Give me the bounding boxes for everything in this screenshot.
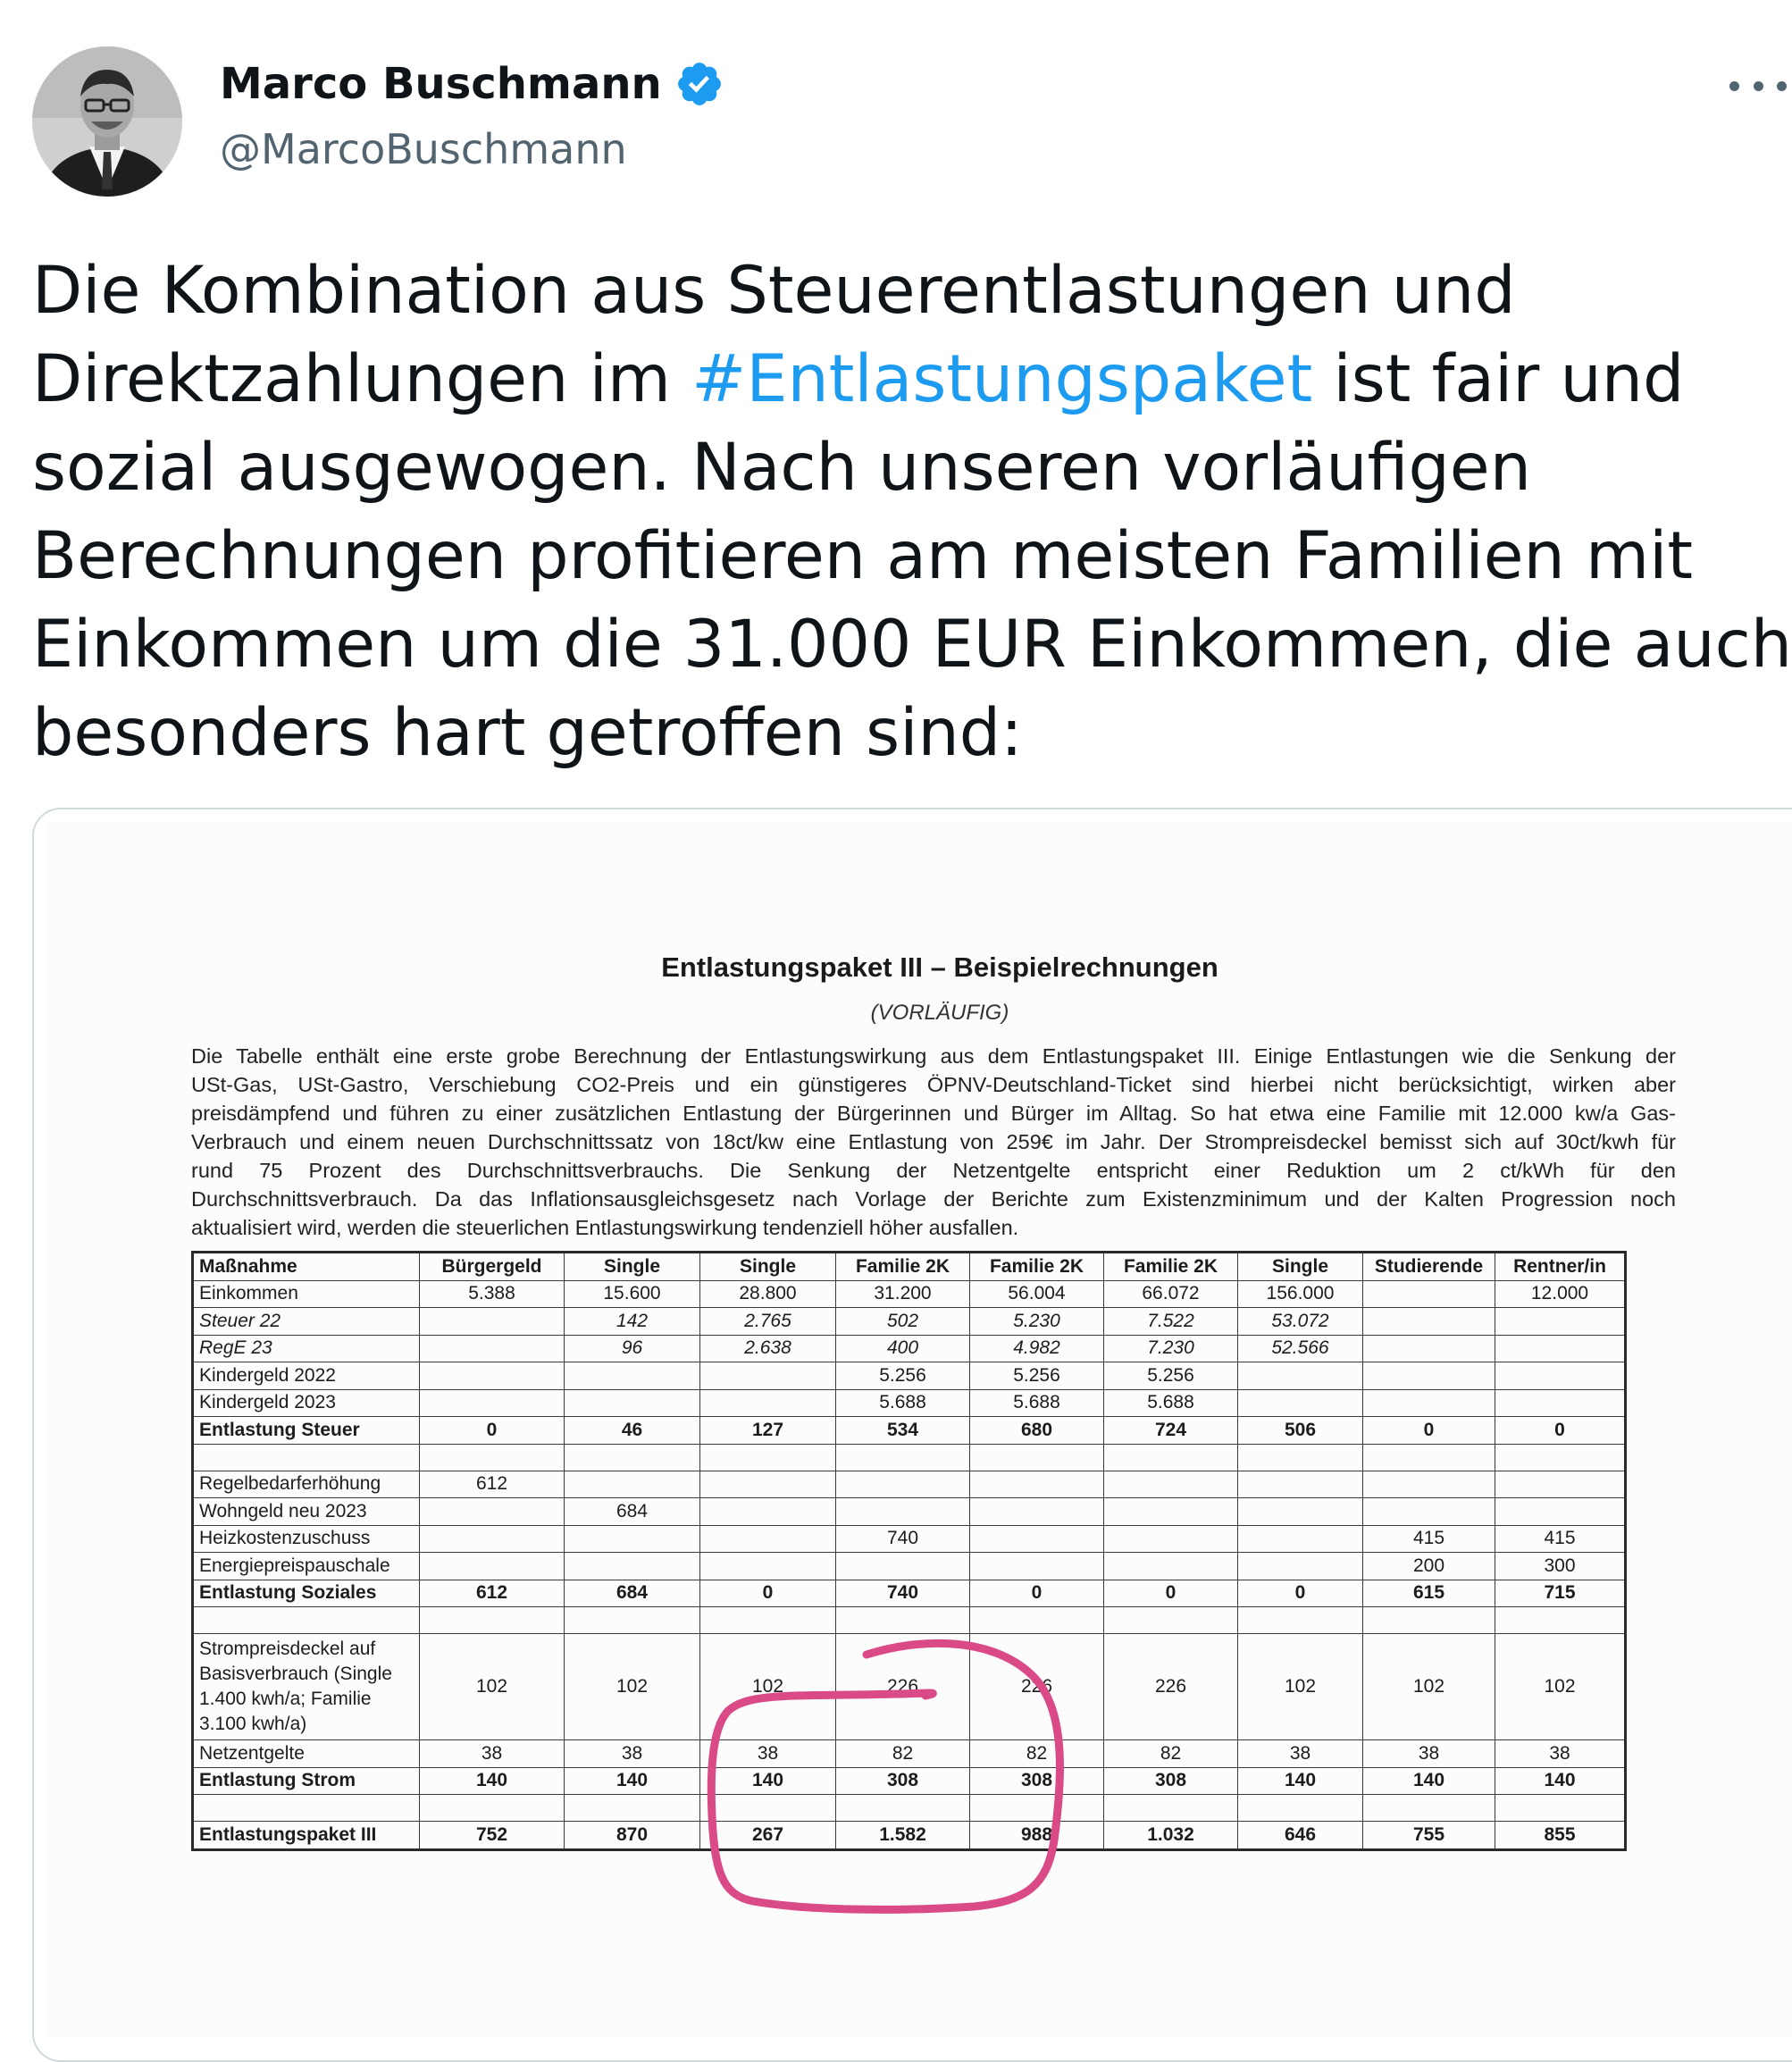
tweet-text-span: ist fair und xyxy=(1312,341,1685,417)
table-header-cell: Single xyxy=(1238,1253,1363,1281)
table-cell: 5.688 xyxy=(1104,1389,1238,1417)
display-name[interactable]: Marco Buschmann xyxy=(220,59,662,109)
document-scan xyxy=(46,822,1792,2037)
table-cell xyxy=(1495,1471,1626,1498)
table-cell xyxy=(1363,1607,1495,1634)
table-cell xyxy=(1104,1498,1238,1526)
table-cell: 680 xyxy=(970,1417,1104,1445)
table-cell: 715 xyxy=(1495,1580,1626,1607)
table-cell xyxy=(700,1607,836,1634)
table-cell: 1.582 xyxy=(836,1822,970,1850)
table-cell xyxy=(420,1389,565,1417)
table-cell: 988 xyxy=(970,1822,1104,1850)
table-cell: 724 xyxy=(1104,1417,1238,1445)
table-row-label: Kindergeld 2023 xyxy=(193,1389,420,1417)
more-dot-icon xyxy=(1729,81,1739,91)
table-cell: 12.000 xyxy=(1495,1280,1626,1308)
table-row-label: Entlastung Soziales xyxy=(193,1580,420,1607)
table-cell xyxy=(1495,1362,1626,1390)
table-row xyxy=(193,1795,1626,1822)
paragraph-line: preisdämpfend und führen zu einer zusätzlichen Entlastung der Bürgerinnen und Bürger im Alltag. So hat etwa eine Familie mit 12.000 kw/a Gas- xyxy=(191,1102,1676,1125)
paragraph-line: rund 75 Prozent des Durchschnittsverbrauchs. Die Senkung der Netzentgelte entspricht einer Reduktion um 2 ct/kWh für den xyxy=(191,1159,1676,1182)
table-cell: 200 xyxy=(1363,1553,1495,1580)
table-row xyxy=(193,1498,1626,1526)
table-cell: 506 xyxy=(1238,1417,1363,1445)
table-cell: 740 xyxy=(836,1525,970,1553)
table-cell xyxy=(1104,1795,1238,1822)
table-cell: 740 xyxy=(836,1580,970,1607)
table-row xyxy=(193,1362,1626,1390)
table-cell: 38 xyxy=(420,1740,565,1768)
table-row xyxy=(193,1308,1626,1336)
table-cell xyxy=(420,1308,565,1336)
table-cell: 226 xyxy=(1104,1634,1238,1740)
paragraph-line: USt-Gas, USt-Gastro, Verschiebung CO2-Preis und ein günstigeres ÖPNV-Deutschland-Ticket sind hierbei nicht berücksichtigt, wirken aber xyxy=(191,1073,1676,1096)
table-cell xyxy=(1363,1444,1495,1471)
table-cell xyxy=(1495,1795,1626,1822)
table-cell: 156.000 xyxy=(1238,1280,1363,1308)
table-cell: 870 xyxy=(565,1822,700,1850)
table-cell xyxy=(565,1362,700,1390)
table-cell: 2.638 xyxy=(700,1335,836,1362)
table-cell: 0 xyxy=(1363,1417,1495,1445)
table-cell: 615 xyxy=(1363,1580,1495,1607)
table-cell: 267 xyxy=(700,1822,836,1850)
table-cell xyxy=(700,1444,836,1471)
table-cell xyxy=(836,1795,970,1822)
table-row-label: Entlastung Steuer xyxy=(193,1417,420,1445)
table-cell xyxy=(420,1362,565,1390)
table-cell: 56.004 xyxy=(970,1280,1104,1308)
tweet-line xyxy=(32,600,1792,689)
table-header-cell: Rentner/in xyxy=(1495,1253,1626,1281)
table-header-cell: Maßnahme xyxy=(193,1253,420,1281)
table-cell: 855 xyxy=(1495,1822,1626,1850)
table-cell xyxy=(970,1498,1104,1526)
table-cell: 5.256 xyxy=(836,1362,970,1390)
paragraph-line: Durchschnittsverbrauch. Da das Inflationsausgleichsgesetz nach Vorlage der Berichte zum Existenzminimum und der Kalten Progression noch xyxy=(191,1187,1676,1211)
tweet-line xyxy=(32,512,1783,600)
table-cell: 755 xyxy=(1363,1822,1495,1850)
table-cell xyxy=(1238,1471,1363,1498)
table-header-cell: Single xyxy=(565,1253,700,1281)
table-cell: 646 xyxy=(1238,1822,1363,1850)
table-cell: 5.388 xyxy=(420,1280,565,1308)
table-cell xyxy=(1495,1335,1626,1362)
table-cell: 38 xyxy=(1238,1740,1363,1768)
tweet-text-span: Die Kombination aus Steuerentlastungen und xyxy=(32,253,1516,329)
table-row xyxy=(193,1607,1626,1634)
tweet-line xyxy=(32,423,1783,512)
table-cell: 53.072 xyxy=(1238,1308,1363,1336)
table-cell xyxy=(1495,1308,1626,1336)
table-row xyxy=(193,1471,1626,1498)
table-cell xyxy=(1238,1607,1363,1634)
table-row xyxy=(193,1525,1626,1553)
table-cell xyxy=(700,1553,836,1580)
table-cell: 7.522 xyxy=(1104,1308,1238,1336)
table-cell: 140 xyxy=(1238,1767,1363,1795)
table-cell: 226 xyxy=(970,1634,1104,1740)
table-row xyxy=(193,1389,1626,1417)
table-cell xyxy=(1104,1471,1238,1498)
table-row-label: Kindergeld 2022 xyxy=(193,1362,420,1390)
table-row xyxy=(193,1634,1626,1740)
table-cell: 5.230 xyxy=(970,1308,1104,1336)
table-cell: 102 xyxy=(420,1634,565,1740)
table-cell: 5.688 xyxy=(970,1389,1104,1417)
table-cell: 5.688 xyxy=(836,1389,970,1417)
table-cell: 38 xyxy=(565,1740,700,1768)
table-cell: 140 xyxy=(565,1767,700,1795)
table-cell xyxy=(1104,1553,1238,1580)
table-cell: 415 xyxy=(1495,1525,1626,1553)
table-cell xyxy=(836,1498,970,1526)
paragraph-line: Verbrauch und einem neuen Durchschnittssatz von 18ct/kw eine Entlastung von 259€ im Jahr. Der Strompreisdeckel bemisst sich auf 30ct/kwh für xyxy=(191,1130,1676,1153)
table-row xyxy=(193,1767,1626,1795)
table-cell xyxy=(565,1795,700,1822)
table-cell: 0 xyxy=(420,1417,565,1445)
table-header-cell: Familie 2K xyxy=(970,1253,1104,1281)
table-cell xyxy=(1363,1795,1495,1822)
table-cell xyxy=(700,1471,836,1498)
table-cell xyxy=(1104,1607,1238,1634)
table-cell: 38 xyxy=(700,1740,836,1768)
table-cell: 226 xyxy=(836,1634,970,1740)
table-row-label: RegE 23 xyxy=(193,1335,420,1362)
table-row xyxy=(193,1553,1626,1580)
table-cell xyxy=(420,1444,565,1471)
table-cell: 102 xyxy=(565,1634,700,1740)
table-cell xyxy=(1363,1471,1495,1498)
avatar[interactable] xyxy=(32,46,182,197)
table-cell: 38 xyxy=(1495,1740,1626,1768)
table-cell: 308 xyxy=(1104,1767,1238,1795)
table-cell: 31.200 xyxy=(836,1280,970,1308)
table-row xyxy=(193,1580,1626,1607)
table-cell: 684 xyxy=(565,1580,700,1607)
table-row-label: Strompreisdeckel auf Basisverbrauch (Single 1.400 kwh/a; Familie 3.100 kwh/a) xyxy=(193,1634,420,1740)
table-cell xyxy=(1363,1335,1495,1362)
table-cell: 28.800 xyxy=(700,1280,836,1308)
table-row xyxy=(193,1444,1626,1471)
table-cell xyxy=(1363,1308,1495,1336)
table-cell: 38 xyxy=(1363,1740,1495,1768)
table-cell: 0 xyxy=(970,1580,1104,1607)
table-row xyxy=(193,1280,1626,1308)
tweet-line xyxy=(32,689,1783,777)
table-cell: 400 xyxy=(836,1335,970,1362)
table-row xyxy=(193,1822,1626,1850)
tweet-text-span: Einkommen um die 31.000 EUR Einkommen, die auch xyxy=(32,607,1792,683)
table-cell xyxy=(970,1471,1104,1498)
table-row-label xyxy=(193,1795,420,1822)
table-cell xyxy=(970,1607,1104,1634)
table-cell: 15.600 xyxy=(565,1280,700,1308)
table-row-label xyxy=(193,1444,420,1471)
table-cell xyxy=(565,1444,700,1471)
table-cell: 102 xyxy=(1363,1634,1495,1740)
table-cell: 502 xyxy=(836,1308,970,1336)
table-header-cell: Studierende xyxy=(1363,1253,1495,1281)
calculation-table xyxy=(191,1251,1627,1851)
paragraph-line: Die Tabelle enthält eine erste grobe Berechnung der Entlastungswirkung aus dem Entlastungspaket III. Einige Entlastungen wie die Senkung der xyxy=(191,1044,1676,1068)
table-row xyxy=(193,1335,1626,1362)
table-row xyxy=(193,1740,1626,1768)
table-header-cell: Single xyxy=(700,1253,836,1281)
table-cell: 752 xyxy=(420,1822,565,1850)
table-cell: 140 xyxy=(1495,1767,1626,1795)
table-cell xyxy=(1238,1498,1363,1526)
table-cell xyxy=(1238,1362,1363,1390)
tweet-line xyxy=(32,335,1783,423)
table-cell: 612 xyxy=(420,1471,565,1498)
table-cell: 300 xyxy=(1495,1553,1626,1580)
table-row-label: Wohngeld neu 2023 xyxy=(193,1498,420,1526)
tweet-media-image[interactable] xyxy=(32,808,1792,2062)
table-cell xyxy=(1104,1525,1238,1553)
table-header-row xyxy=(193,1253,1626,1281)
table-cell xyxy=(420,1553,565,1580)
table-cell xyxy=(700,1525,836,1553)
table-cell xyxy=(565,1471,700,1498)
tweet-text-span: Berechnungen profitieren am meisten Familien mit xyxy=(32,518,1694,594)
table-cell: 142 xyxy=(565,1308,700,1336)
table-cell xyxy=(700,1389,836,1417)
table-cell: 102 xyxy=(1495,1634,1626,1740)
table-row-label: Einkommen xyxy=(193,1280,420,1308)
table-header-cell: Bürgergeld xyxy=(420,1253,565,1281)
table-cell xyxy=(700,1795,836,1822)
document-title: Entlastungspaket III – Beispielrechnungen xyxy=(661,951,1218,983)
tweet-text-span: besonders hart getroffen sind: xyxy=(32,695,1023,771)
table-cell: 0 xyxy=(1495,1417,1626,1445)
table-cell xyxy=(420,1498,565,1526)
table-cell: 612 xyxy=(420,1580,565,1607)
table-cell: 7.230 xyxy=(1104,1335,1238,1362)
table-cell: 684 xyxy=(565,1498,700,1526)
table-cell xyxy=(970,1553,1104,1580)
table-cell xyxy=(420,1525,565,1553)
table-row-label: Netzentgelte xyxy=(193,1740,420,1768)
table-cell: 2.765 xyxy=(700,1308,836,1336)
table-cell: 415 xyxy=(1363,1525,1495,1553)
verified-badge-icon xyxy=(674,59,724,109)
table-cell xyxy=(420,1607,565,1634)
table-row-label: Heizkostenzuschuss xyxy=(193,1525,420,1553)
table-cell: 4.982 xyxy=(970,1335,1104,1362)
table-cell: 127 xyxy=(700,1417,836,1445)
table-cell xyxy=(970,1525,1104,1553)
table-cell xyxy=(836,1444,970,1471)
table-cell xyxy=(700,1362,836,1390)
table-cell: 102 xyxy=(1238,1634,1363,1740)
table-row-label: Energiepreispauschale xyxy=(193,1553,420,1580)
tweet-text-span: Direktzahlungen im xyxy=(32,341,692,417)
table-cell xyxy=(1238,1389,1363,1417)
table-cell: 82 xyxy=(836,1740,970,1768)
document-subtitle: (VORLÄUFIG) xyxy=(870,1001,1009,1025)
table-row-label: Entlastung Strom xyxy=(193,1767,420,1795)
table-cell xyxy=(1238,1795,1363,1822)
table-row-label: Steuer 22 xyxy=(193,1308,420,1336)
table-cell xyxy=(565,1607,700,1634)
table-cell: 46 xyxy=(565,1417,700,1445)
more-dot-icon xyxy=(1754,81,1763,91)
table-row xyxy=(193,1417,1626,1445)
table-cell xyxy=(836,1471,970,1498)
table-cell xyxy=(565,1389,700,1417)
table-cell xyxy=(1495,1498,1626,1526)
display-name-row[interactable] xyxy=(220,59,724,109)
table-cell xyxy=(1495,1607,1626,1634)
table-cell xyxy=(1363,1280,1495,1308)
table-cell: 102 xyxy=(700,1634,836,1740)
tweet-text xyxy=(32,247,1792,777)
table-header-cell: Familie 2K xyxy=(1104,1253,1238,1281)
table-cell: 0 xyxy=(1104,1580,1238,1607)
paragraph-line: aktualisiert wird, werden die steuerlichen Entlastungswirkung tendenziell höher ausfallen. xyxy=(191,1216,1019,1239)
more-dot-icon xyxy=(1777,81,1787,91)
table-cell: 308 xyxy=(836,1767,970,1795)
table-cell: 534 xyxy=(836,1417,970,1445)
table-cell xyxy=(1238,1444,1363,1471)
table-cell xyxy=(700,1498,836,1526)
table-cell: 0 xyxy=(1238,1580,1363,1607)
table-cell: 52.566 xyxy=(1238,1335,1363,1362)
table-cell: 5.256 xyxy=(970,1362,1104,1390)
user-handle[interactable]: @MarcoBuschmann xyxy=(220,125,627,173)
table-cell: 308 xyxy=(970,1767,1104,1795)
table-header-cell: Familie 2K xyxy=(836,1253,970,1281)
table-cell xyxy=(565,1525,700,1553)
table-cell xyxy=(565,1553,700,1580)
profile-photo-icon xyxy=(32,46,182,197)
table-cell xyxy=(420,1335,565,1362)
table-cell: 140 xyxy=(700,1767,836,1795)
tweet-text-span: sozial ausgewogen. Nach unseren vorläufigen xyxy=(32,430,1531,506)
table-cell: 0 xyxy=(700,1580,836,1607)
table-row-label xyxy=(193,1607,420,1634)
table-cell: 96 xyxy=(565,1335,700,1362)
document-paragraph xyxy=(191,1042,1676,1242)
table-cell xyxy=(1495,1389,1626,1417)
table-cell xyxy=(1495,1444,1626,1471)
table-cell xyxy=(970,1444,1104,1471)
table-cell xyxy=(1363,1362,1495,1390)
table-cell xyxy=(1363,1498,1495,1526)
tweet-line xyxy=(32,247,1783,335)
table-cell: 82 xyxy=(1104,1740,1238,1768)
table-cell: 1.032 xyxy=(1104,1822,1238,1850)
table-cell xyxy=(1104,1444,1238,1471)
table-cell xyxy=(1363,1389,1495,1417)
table-cell: 82 xyxy=(970,1740,1104,1768)
table-cell: 140 xyxy=(1363,1767,1495,1795)
table-cell: 5.256 xyxy=(1104,1362,1238,1390)
table-cell xyxy=(970,1795,1104,1822)
table-row-label: Entlastungspaket III xyxy=(193,1822,420,1850)
table-cell: 66.072 xyxy=(1104,1280,1238,1308)
table-row-label: Regelbedarferhöhung xyxy=(193,1471,420,1498)
table-cell xyxy=(1238,1553,1363,1580)
hashtag-link[interactable]: #Entlastungspaket xyxy=(691,341,1313,417)
table-cell xyxy=(836,1607,970,1634)
table-cell xyxy=(836,1553,970,1580)
table-cell xyxy=(420,1795,565,1822)
more-options-button[interactable] xyxy=(1729,70,1787,102)
table-cell xyxy=(1238,1525,1363,1553)
table-cell: 140 xyxy=(420,1767,565,1795)
